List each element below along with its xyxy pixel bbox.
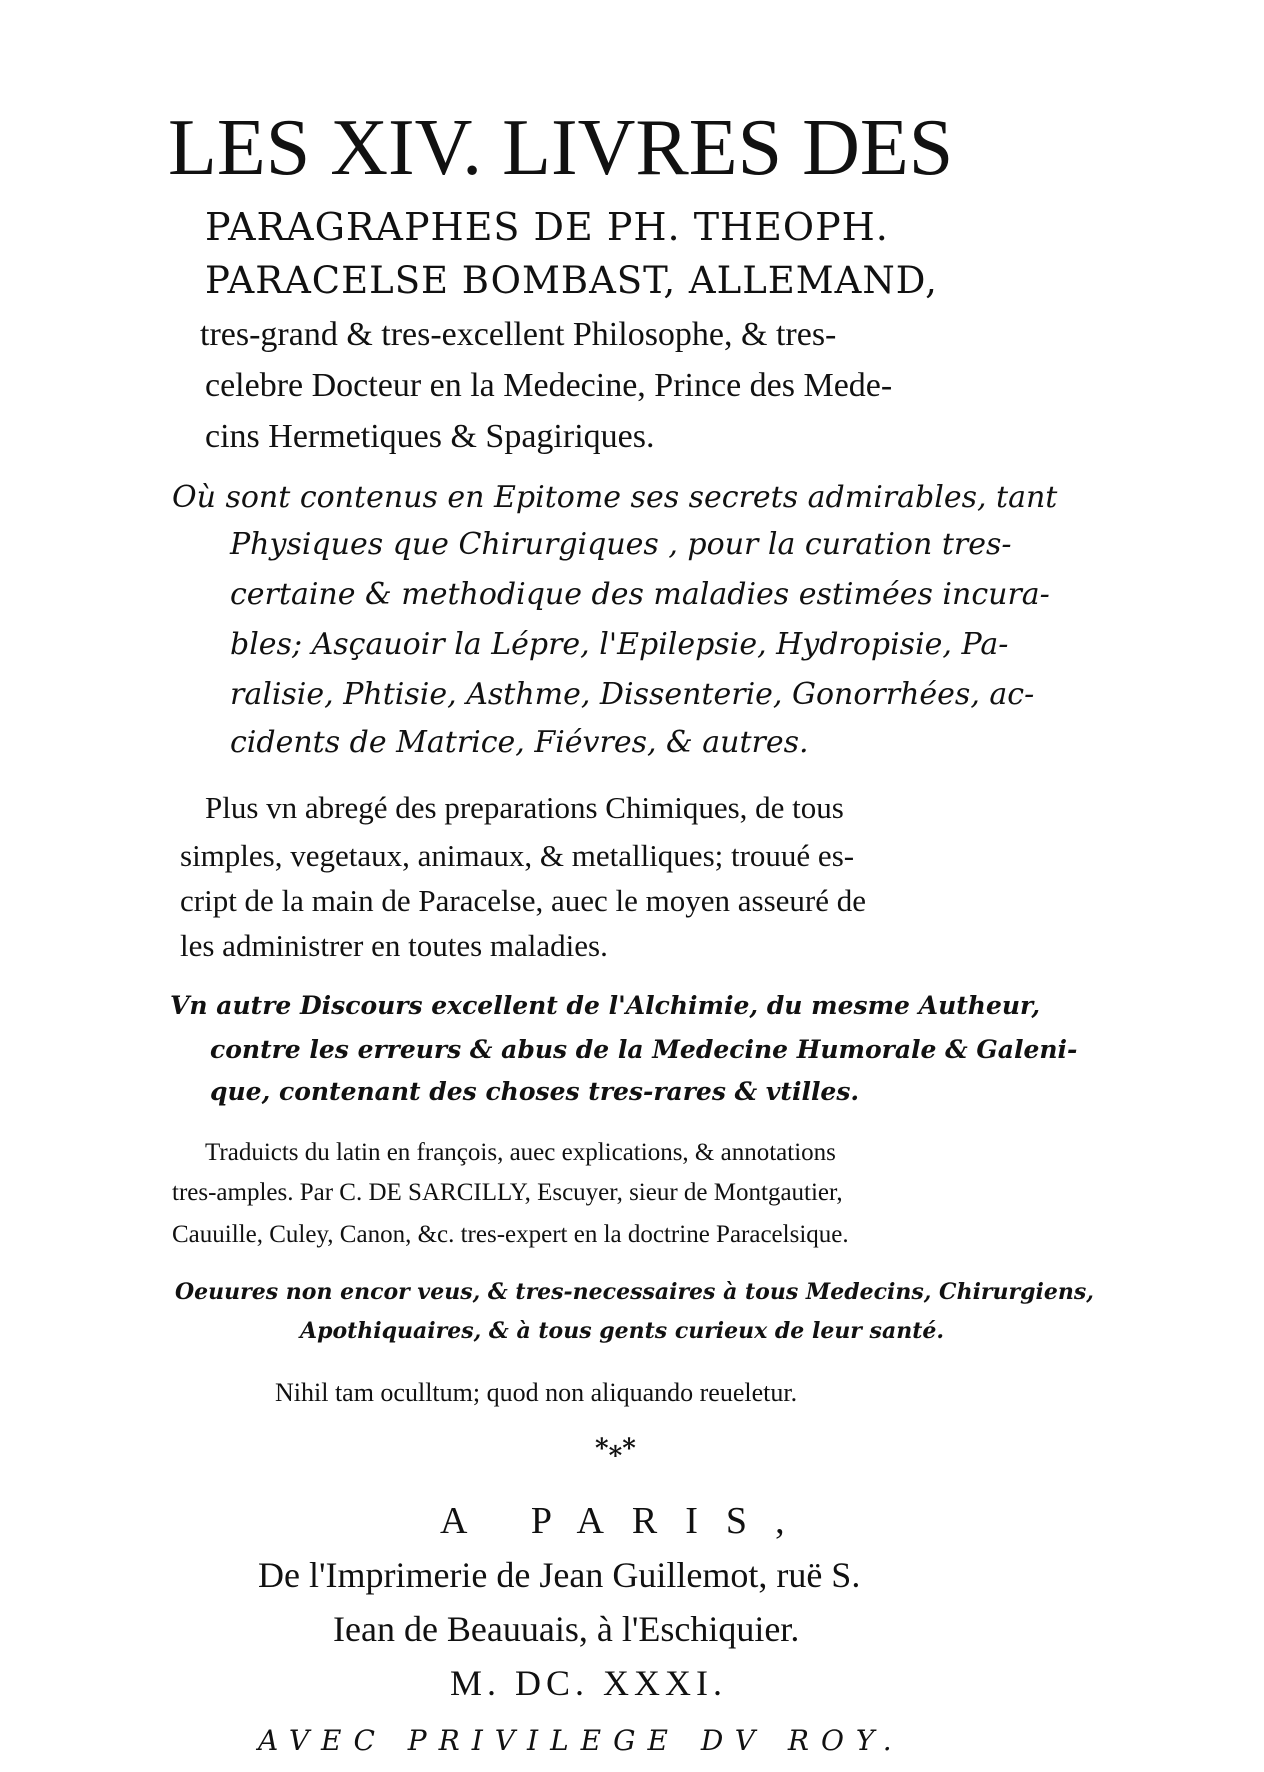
discourse-paragraph-line: contre les erreurs & abus de la Medecine Humorale & Galeni-	[210, 1035, 1078, 1064]
imprint-city: A PARIS,	[440, 1500, 813, 1542]
royal-privilege: AVEC PRIVILEGE DV ROY.	[258, 1724, 904, 1757]
oeuvres-paragraph-line: Oeuures non encor veus, & tres-necessaires à tous Medecins, Chirurgiens,	[175, 1279, 1094, 1305]
subtitle-line-2: PARACELSE BOMBAST, ALLEMAND,	[205, 259, 938, 302]
subtitle-line-1: PARAGRAPHES DE PH. THEOPH.	[205, 205, 889, 249]
imprint-printer: De l'Imprimerie de Jean Guillemot, ruë S.	[258, 1555, 861, 1595]
italic-paragraph-line: ralisie, Phtisie, Asthme, Dissenterie, Gonorrhées, ac-	[230, 677, 1035, 712]
translation-paragraph-line: Cauuille, Culey, Canon, &c. tres-expert en la doctrine Paracelsique.	[172, 1221, 849, 1248]
italic-paragraph-line: cidents de Matrice, Fiévres, & autres.	[230, 725, 809, 760]
translation-paragraph-line: Traduicts du latin en françois, auec explications, & annotations	[205, 1139, 836, 1166]
roman-paragraph-line: Plus vn abregé des preparations Chimiques, de tous	[205, 790, 844, 825]
roman-paragraph-line: simples, vegetaux, animaux, & metalliques; trouué es-	[180, 838, 855, 873]
translation-paragraph-line: tres-amples. Par C. DE SARCILLY, Escuyer, sieur de Montgautier,	[172, 1179, 843, 1206]
imprint-year: M. DC. XXXI.	[450, 1663, 728, 1703]
latin-motto: Nihil tam oculltum; quod non aliquando reueletur.	[275, 1378, 798, 1407]
discourse-paragraph-line: que, contenant des choses tres-rares & vtilles.	[210, 1077, 860, 1106]
asterism-ornament: *⁎*	[595, 1434, 636, 1464]
roman-paragraph-line: les administrer en toutes maladies.	[180, 928, 608, 963]
description-line: tres-grand & tres-excellent Philosophe, & tres-	[200, 316, 837, 353]
italic-paragraph-line: Où sont contenus en Epitome ses secrets admirables, tant	[172, 480, 1058, 515]
imprint-address: Iean de Beauuais, à l'Eschiquier.	[333, 1609, 800, 1649]
description-line: celebre Docteur en la Medecine, Prince des Mede-	[205, 367, 893, 404]
italic-paragraph-line: bles; Asçauoir la Lépre, l'Epilepsie, Hydropisie, Pa-	[230, 627, 1009, 662]
discourse-paragraph-line: Vn autre Discours excellent de l'Alchimie, du mesme Autheur,	[170, 991, 1041, 1020]
italic-paragraph-line: Physiques que Chirurgiques , pour la curation tres-	[230, 527, 1012, 562]
description-line: cins Hermetiques & Spagiriques.	[205, 418, 655, 455]
oeuvres-paragraph-line: Apothiquaires, & à tous gents curieux de leur santé.	[300, 1318, 945, 1344]
italic-paragraph-line: certaine & methodique des maladies estimées incura-	[230, 577, 1050, 612]
book-title: LES XIV. LIVRES DES	[168, 104, 954, 192]
roman-paragraph-line: cript de la main de Paracelse, auec le moyen asseuré de	[180, 883, 866, 918]
